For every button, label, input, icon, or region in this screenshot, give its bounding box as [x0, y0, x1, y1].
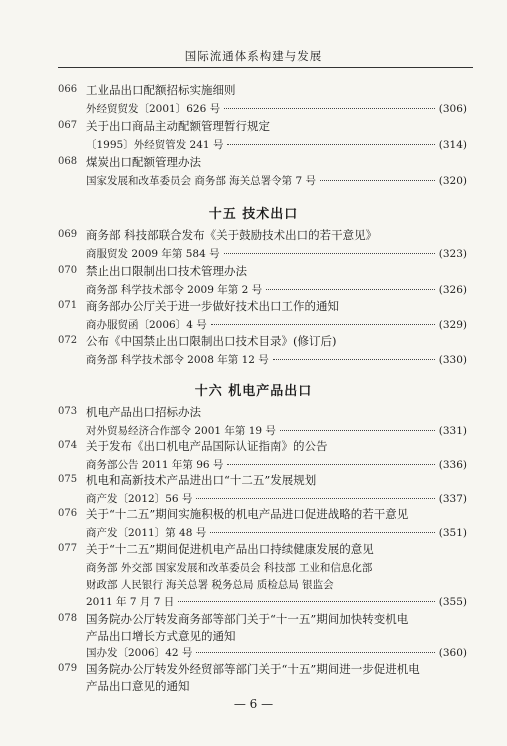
- entry-title: 关于“十二五”期间促进机电产品出口持续健康发展的意见: [86, 542, 374, 556]
- entry-source-line: [86, 491, 467, 506]
- entry-page: (351): [438, 527, 467, 539]
- dot-leader: [320, 180, 435, 181]
- entry-number: 068: [58, 156, 78, 167]
- entry-source: 国家发展和改革委员会 商务部 海关总署令第 7 号: [86, 175, 317, 187]
- header-rule: [58, 67, 473, 68]
- entry-source: 商务部 科学技术部令 2008 年第 12 号: [86, 354, 269, 366]
- entry-title: 工业品出口配额招标实施细则: [86, 83, 236, 97]
- entry-source: 商服贸发 2009 年第 584 号: [86, 248, 220, 260]
- entry-title: 国务院办公厅转发商务部等部门关于“十一五”期间加快转变机电: [86, 612, 409, 626]
- entry-page: (336): [438, 459, 467, 471]
- dot-leader: [196, 652, 434, 653]
- entry-number: 070: [58, 265, 78, 276]
- entry-source: 商产发〔2012〕56 号: [86, 493, 193, 505]
- section-heading: 十六 机电产品出口: [194, 384, 313, 399]
- entry-source: 外经贸贸发〔2001〕626 号: [86, 103, 221, 115]
- entry-number: 074: [58, 440, 78, 451]
- entry-page: (355): [438, 596, 467, 608]
- entry-title-continued: 产品出口意见的通知: [86, 679, 190, 693]
- entry-number: 071: [58, 300, 78, 311]
- entry-source: 商务部 科学技术部令 2009 年第 2 号: [86, 284, 263, 296]
- dot-leader: [196, 498, 434, 499]
- entry-title: 商务部 科技部联合发布《关于鼓励技术出口的若干意见》: [86, 228, 378, 242]
- dot-leader: [227, 144, 434, 145]
- entry-number: 077: [58, 543, 78, 554]
- entry-page: (330): [438, 354, 467, 366]
- entry-title: 关于发布《出口机电产品国际认证指南》的公告: [86, 439, 328, 453]
- entry-source-line: [86, 645, 467, 660]
- entry-page: (326): [438, 284, 467, 296]
- dot-leader: [280, 430, 435, 431]
- entry-source-line: [86, 101, 467, 116]
- entry-number: 067: [58, 120, 78, 131]
- dot-leader: [211, 324, 435, 325]
- section-heading: 十五 技术出口: [208, 207, 299, 222]
- entry-page: (360): [438, 647, 467, 659]
- entry-source-line: [86, 457, 467, 472]
- entry-title-continued: 产品出口增长方式意见的通知: [86, 629, 236, 643]
- entry-source-line: [86, 352, 467, 367]
- entry-issuers-line1: 商务部 外交部 国家发展和改革委员会 科技部 工业和信息化部: [86, 562, 373, 574]
- entry-title: 关于出口商品主动配额管理暂行规定: [86, 119, 270, 133]
- entry-number: 069: [58, 229, 78, 240]
- dot-leader: [224, 253, 435, 254]
- entry-page: (314): [438, 139, 467, 151]
- entry-source-line: [86, 525, 467, 540]
- entry-source-line: [86, 594, 467, 609]
- entry-number: 066: [58, 84, 78, 95]
- entry-title: 禁止出口限制出口技术管理办法: [86, 264, 247, 278]
- entry-page: (331): [438, 425, 467, 437]
- entry-title: 商务部办公厅关于进一步做好技术出口工作的通知: [86, 299, 339, 313]
- dot-leader: [227, 464, 434, 465]
- entry-source-line: [86, 137, 467, 152]
- entry-number: 078: [58, 613, 78, 624]
- dot-leader: [210, 532, 435, 533]
- page-number: — 6 —: [233, 697, 274, 711]
- entry-number: 075: [58, 474, 78, 485]
- entry-source: 〔1995〕外经贸管发 241 号: [86, 139, 224, 151]
- entry-number: 079: [58, 663, 78, 674]
- entry-number: 072: [58, 335, 78, 346]
- entry-title: 机电产品出口招标办法: [86, 405, 201, 419]
- entry-page: (329): [438, 319, 467, 331]
- dot-leader: [178, 601, 434, 602]
- entry-number: 076: [58, 508, 78, 519]
- page-header-title: 国际流通体系构建与发展: [184, 49, 323, 63]
- dot-leader: [224, 108, 435, 109]
- entry-page: (320): [438, 175, 467, 187]
- entry-source-line: [86, 173, 467, 188]
- entry-source-line: [86, 246, 467, 261]
- entry-date: 2011 年 7 月 7 日: [86, 596, 175, 608]
- entry-title: 机电和高新技术产品进出口“十二五”发展规划: [86, 473, 317, 487]
- entry-source: 商办服贸函〔2006〕4 号: [86, 319, 207, 331]
- entry-issuers-line2: 财政部 人民银行 海关总署 税务总局 质检总局 银监会: [86, 579, 334, 591]
- entry-title: 关于“十二五”期间实施积极的机电产品进口促进战略的若干意见: [86, 507, 409, 521]
- dot-leader: [266, 289, 435, 290]
- entry-source-line: [86, 317, 467, 332]
- entry-source: 商务部公告 2011 年第 96 号: [86, 459, 224, 471]
- entry-title: 国务院办公厅转发外经贸部等部门关于“十五”期间进一步促进机电: [86, 662, 420, 676]
- entry-page: (337): [438, 493, 467, 505]
- entry-source-line: [86, 282, 467, 297]
- entry-page: (323): [438, 248, 467, 260]
- entry-source: 对外贸易经济合作部令 2001 年第 19 号: [86, 425, 276, 437]
- entry-number: 073: [58, 406, 78, 417]
- entry-source: 商产发〔2011〕第 48 号: [86, 527, 207, 539]
- entry-title: 公布《中国禁止出口限制出口技术目录》(修订后): [86, 334, 337, 348]
- entry-source-line: [86, 423, 467, 438]
- entry-title: 煤炭出口配额管理办法: [86, 155, 201, 169]
- dot-leader: [273, 359, 435, 360]
- entry-page: (306): [438, 103, 467, 115]
- entry-source: 国办发〔2006〕42 号: [86, 647, 193, 659]
